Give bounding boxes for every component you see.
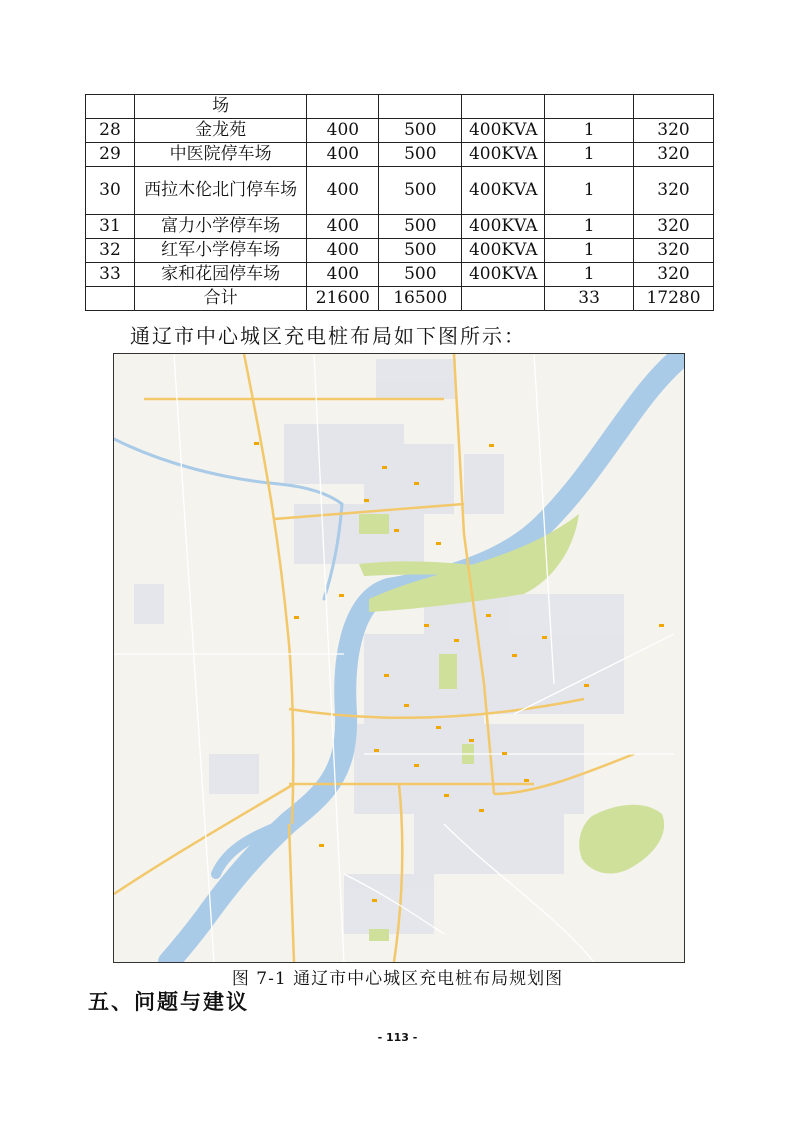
intro-text: 通辽市中心城区充电桩布局如下图所示： [130, 324, 526, 348]
cell-name: 场 [134, 95, 306, 119]
cell-a: 21600 [307, 287, 379, 311]
cell-e: 17280 [634, 287, 714, 311]
map-graphic [114, 354, 684, 962]
cell-e: 320 [634, 215, 714, 239]
cell-c [462, 287, 545, 311]
cell-e: 320 [634, 263, 714, 287]
cell-e: 320 [634, 119, 714, 143]
cell-no: 32 [86, 239, 135, 263]
table-row [86, 95, 714, 119]
cell-no: 33 [86, 263, 135, 287]
cell-d: 33 [545, 287, 634, 311]
cell-b [379, 95, 462, 119]
cell-b: 500 [379, 263, 462, 287]
figure-caption: 图 7-1 通辽市中心城区充电桩布局规划图 [231, 969, 564, 989]
cell-a: 400 [307, 143, 379, 167]
cell-e [634, 95, 714, 119]
cell-name: 西拉木伦北门停车场 [134, 167, 306, 215]
cell-a: 400 [307, 239, 379, 263]
cell-b: 500 [379, 215, 462, 239]
cell-c: 400KVA [462, 263, 545, 287]
cell-a: 400 [307, 215, 379, 239]
cell-c [462, 95, 545, 119]
cell-no: 31 [86, 215, 135, 239]
cell-b: 500 [379, 167, 462, 215]
page-number: - 113 - [377, 1031, 418, 1044]
cell-no [86, 95, 135, 119]
table-row-total [86, 287, 714, 311]
cell-d: 1 [545, 263, 634, 287]
cell-d: 1 [545, 143, 634, 167]
cell-no: 28 [86, 119, 135, 143]
cell-name: 红军小学停车场 [134, 239, 306, 263]
cell-b: 500 [379, 239, 462, 263]
table-row [86, 215, 714, 239]
cell-d: 1 [545, 119, 634, 143]
table-row [86, 143, 714, 167]
table-row [86, 239, 714, 263]
cell-a: 400 [307, 119, 379, 143]
cell-no: 30 [86, 167, 135, 215]
cell-d: 1 [545, 239, 634, 263]
charging-pile-table [85, 94, 714, 311]
cell-a [307, 95, 379, 119]
section-heading: 五、问题与建议 [88, 989, 249, 1014]
cell-e: 320 [634, 143, 714, 167]
cell-name: 合计 [134, 287, 306, 311]
cell-a: 400 [307, 167, 379, 215]
cell-d [545, 95, 634, 119]
cell-e: 320 [634, 239, 714, 263]
cell-c: 400KVA [462, 119, 545, 143]
table-row [86, 167, 714, 215]
cell-c: 400KVA [462, 215, 545, 239]
cell-c: 400KVA [462, 143, 545, 167]
cell-c: 400KVA [462, 167, 545, 215]
cell-b: 500 [379, 143, 462, 167]
cell-b: 500 [379, 119, 462, 143]
cell-no: 29 [86, 143, 135, 167]
cell-name: 富力小学停车场 [134, 215, 306, 239]
cell-name: 金龙苑 [134, 119, 306, 143]
cell-e: 320 [634, 167, 714, 215]
cell-b: 16500 [379, 287, 462, 311]
cell-name: 中医院停车场 [134, 143, 306, 167]
table-row [86, 263, 714, 287]
cell-no [86, 287, 135, 311]
cell-c: 400KVA [462, 239, 545, 263]
table-row [86, 119, 714, 143]
cell-name: 家和花园停车场 [134, 263, 306, 287]
cell-d: 1 [545, 215, 634, 239]
cell-d: 1 [545, 167, 634, 215]
charging-layout-map [113, 353, 685, 963]
cell-a: 400 [307, 263, 379, 287]
